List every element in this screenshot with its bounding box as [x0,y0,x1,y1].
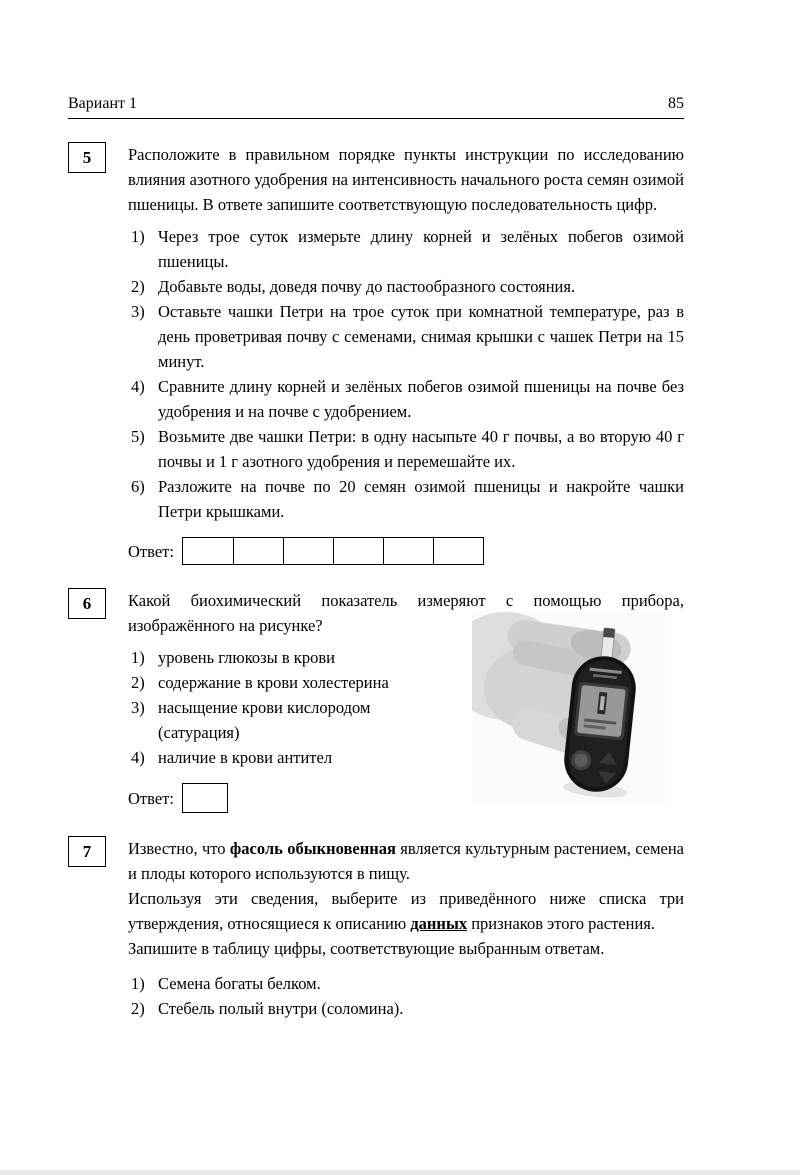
text-run: является культурным растением, семена и плоды которого используются в пищу. [128,839,684,883]
list-item [128,424,684,474]
item-number: 3) [131,302,145,321]
item-number: 1) [131,648,145,667]
question-7-paragraph-2 [128,886,684,936]
question-5-intro: Расположите в правильном порядке пункты инструкции по исследованию влияния азотного удобрения на интенсивность начального роста семян озимой пшеницы. В ответе запишите соответствующую последовательность цифр. [128,145,684,214]
question-5-options [128,224,684,524]
question-7 [68,836,684,1021]
answer-cell [233,538,283,564]
list-item [128,971,684,996]
item-number: 3) [131,698,145,717]
answer-cell [333,538,383,564]
item-text: Семена богаты белком. [158,974,321,993]
item-text: Через трое суток измерьте длину корней и зелёных побегов озимой пшеницы. [158,227,684,271]
item-text: Стебель полый внутри (соломина). [158,999,404,1018]
scan-edge-shadow [0,1170,800,1175]
question-7-paragraph-1 [128,836,684,886]
list-item [128,374,684,424]
text-run: Используя эти сведения, выберите из приведённого ниже списка три утверждения, относящиеся к описанию [128,889,684,933]
question-6-body [128,588,684,813]
answer-grid [182,537,484,565]
answer-box [182,783,228,813]
list-item [128,274,684,299]
bold-term: фасоль обыкновенная [229,839,396,858]
question-5-number-box: 5 [68,142,106,173]
answer-cell [383,538,433,564]
item-number: 2) [131,277,145,296]
page-content [68,0,684,1021]
item-number: 2) [131,673,145,692]
answer-cell [183,538,233,564]
question-6-number-box: 6 [68,588,106,619]
item-text: Возьмите две чашки Петри: в одну насыпьте 40 г почвы, а во вторую 40 г почвы и 1 г азотного удобрения и перемешайте их. [158,427,684,471]
item-number: 1) [131,974,145,993]
header-rule [68,118,684,119]
question-7-number-box: 7 [68,836,106,867]
item-text: наличие в крови антител [158,748,333,767]
answer-cell [283,538,333,564]
glucometer-image [472,612,666,804]
answer-label: Ответ: [128,788,174,808]
answer-label: Ответ: [128,541,174,561]
item-number: 5) [131,427,145,446]
bold-underlined-term: данных [410,914,468,933]
question-6 [68,588,684,813]
question-7-paragraph-3: Запишите в таблицу цифры, соответствующие выбранным ответам. [128,939,605,958]
answer-cell [433,538,483,564]
question-7-options [128,971,684,1021]
question-6-intro: Какой биохимический показатель измеряют с помощью прибора, изображённого на рисунке? [128,591,684,635]
list-item [128,224,684,274]
glucometer-photo [472,612,666,804]
question-5-answer-row [128,537,684,565]
item-number: 2) [131,999,145,1018]
item-number: 4) [131,748,145,767]
item-text: насыщение крови кислородом (сатурация) [158,698,371,742]
list-item [128,474,684,524]
item-text: Добавьте воды, доведя почву до пастообразного состояния. [158,277,576,296]
item-text: содержание в крови холестерина [158,673,389,692]
item-number: 4) [131,377,145,396]
item-text: Сравните длину корней и зелёных побегов озимой пшеницы на почве без удобрения и на почве с удобрением. [158,377,684,421]
list-item [128,996,684,1021]
item-number: 6) [131,477,145,496]
item-text: Разложите на почве по 20 семян озимой пшеницы и накройте чашки Петри крышками. [158,477,684,521]
variant-label: Вариант 1 [68,95,137,112]
list-item [128,299,684,374]
page-header [68,0,684,114]
item-text: Оставьте чашки Петри на трое суток при комнатной температуре, раз в день проветривая почву с семенами, снимая крышки с чашек Петри на 15 минут. [158,302,684,371]
question-5 [68,142,684,565]
page-number: 85 [668,95,684,112]
text-run: Известно, что [128,839,230,858]
item-text: уровень глюкозы в крови [158,648,335,667]
question-5-body [128,142,684,565]
question-7-body [128,836,684,1021]
text-run: признаков этого растения. [467,914,655,933]
item-number: 1) [131,227,145,246]
